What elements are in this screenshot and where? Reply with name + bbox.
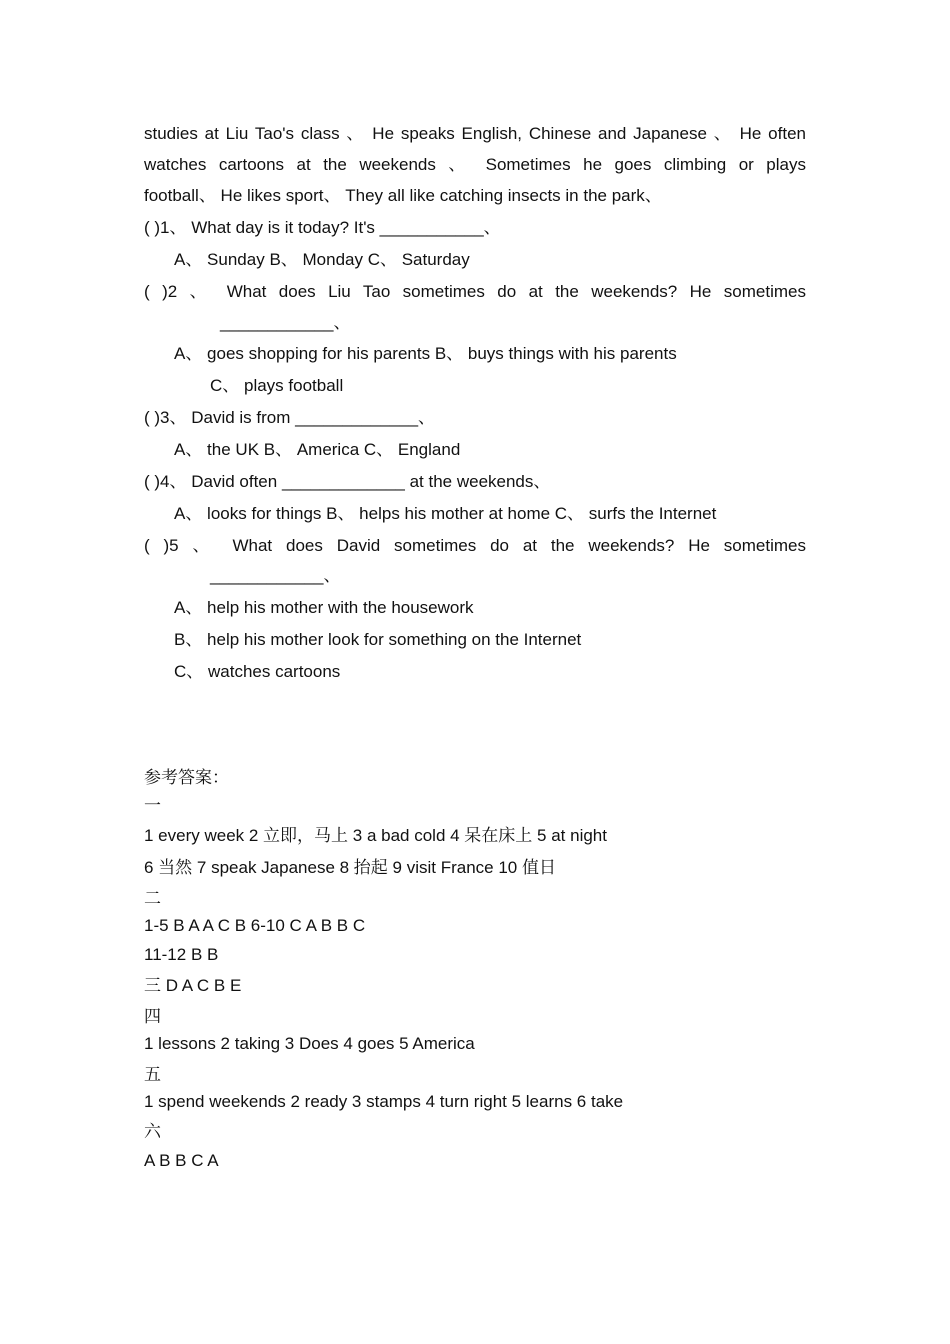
answer-section-1-line-2: 6 当然 7 speak Japanese 8 抬起 9 visit France 10 值日 — [144, 858, 556, 877]
answer-section-4-line: 1 lessons 2 taking 3 Does 4 goes 5 America — [144, 1034, 475, 1053]
question-5-blank: ____________、 — [210, 566, 341, 585]
question-2-stem: ( )2 、 What does Liu Tao sometimes do at the weekends? He sometimes — [144, 282, 806, 301]
question-2-options-ab: A、 goes shopping for his parents B、 buys things with his parents — [174, 344, 677, 363]
answer-section-2-line-2: 11-12 B B — [144, 945, 219, 964]
answer-section-6-line: A B B C A — [144, 1151, 219, 1170]
answer-section-5-line: 1 spend weekends 2 ready 3 stamps 4 turn right 5 learns 6 take — [144, 1092, 624, 1111]
passage-line-1: studies at Liu Tao's class 、 He speaks English, Chinese and Japanese 、 He often — [144, 124, 806, 143]
answer-section-2-title: 二 — [144, 889, 161, 909]
passage-line-3: football、 He likes sport、 They all like catching insects in the park、 — [144, 186, 662, 205]
question-4-stem: ( )4、 David often _____________ at the weekends、 — [144, 472, 551, 491]
question-1-options: A、 Sunday B、 Monday C、 Saturday — [174, 250, 470, 269]
answer-section-1-title: 一 — [144, 796, 161, 816]
question-5-stem: ( )5 、 What does David sometimes do at the weekends? He sometimes — [144, 536, 806, 555]
question-3-options: A、 the UK B、 America C、 England — [174, 440, 461, 459]
question-3-stem: ( )3、 David is from _____________、 — [144, 408, 436, 427]
passage-line-2: watches cartoons at the weekends 、 Sometimes he goes climbing or plays — [144, 155, 806, 174]
question-4-options: A、 looks for things B、 helps his mother at home C、 surfs the Internet — [174, 504, 717, 523]
answer-key-heading: 参考答案： — [144, 768, 229, 788]
answer-section-2-line-1: 1-5 B A A C B 6-10 C A B B C — [144, 916, 366, 935]
answer-section-5-title: 五 — [144, 1065, 161, 1085]
question-2-blank: ____________、 — [220, 313, 351, 332]
answer-section-1-line-1: 1 every week 2 立即，马上 3 a bad cold 4 呆在床上 5 at night — [144, 826, 607, 845]
answer-section-4-title: 四 — [144, 1007, 161, 1027]
question-5-option-b: B、 help his mother look for something on the Internet — [174, 630, 582, 649]
question-2-option-c: C、 plays football — [210, 376, 344, 395]
answer-section-6-title: 六 — [144, 1122, 161, 1142]
question-1-stem: ( )1、 What day is it today? It's ___________、 — [144, 218, 501, 237]
question-5-option-c: C、 watches cartoons — [174, 662, 341, 681]
question-5-option-a: A、 help his mother with the housework — [174, 598, 474, 617]
answer-section-3-line: 三 D A C B E — [144, 976, 242, 995]
